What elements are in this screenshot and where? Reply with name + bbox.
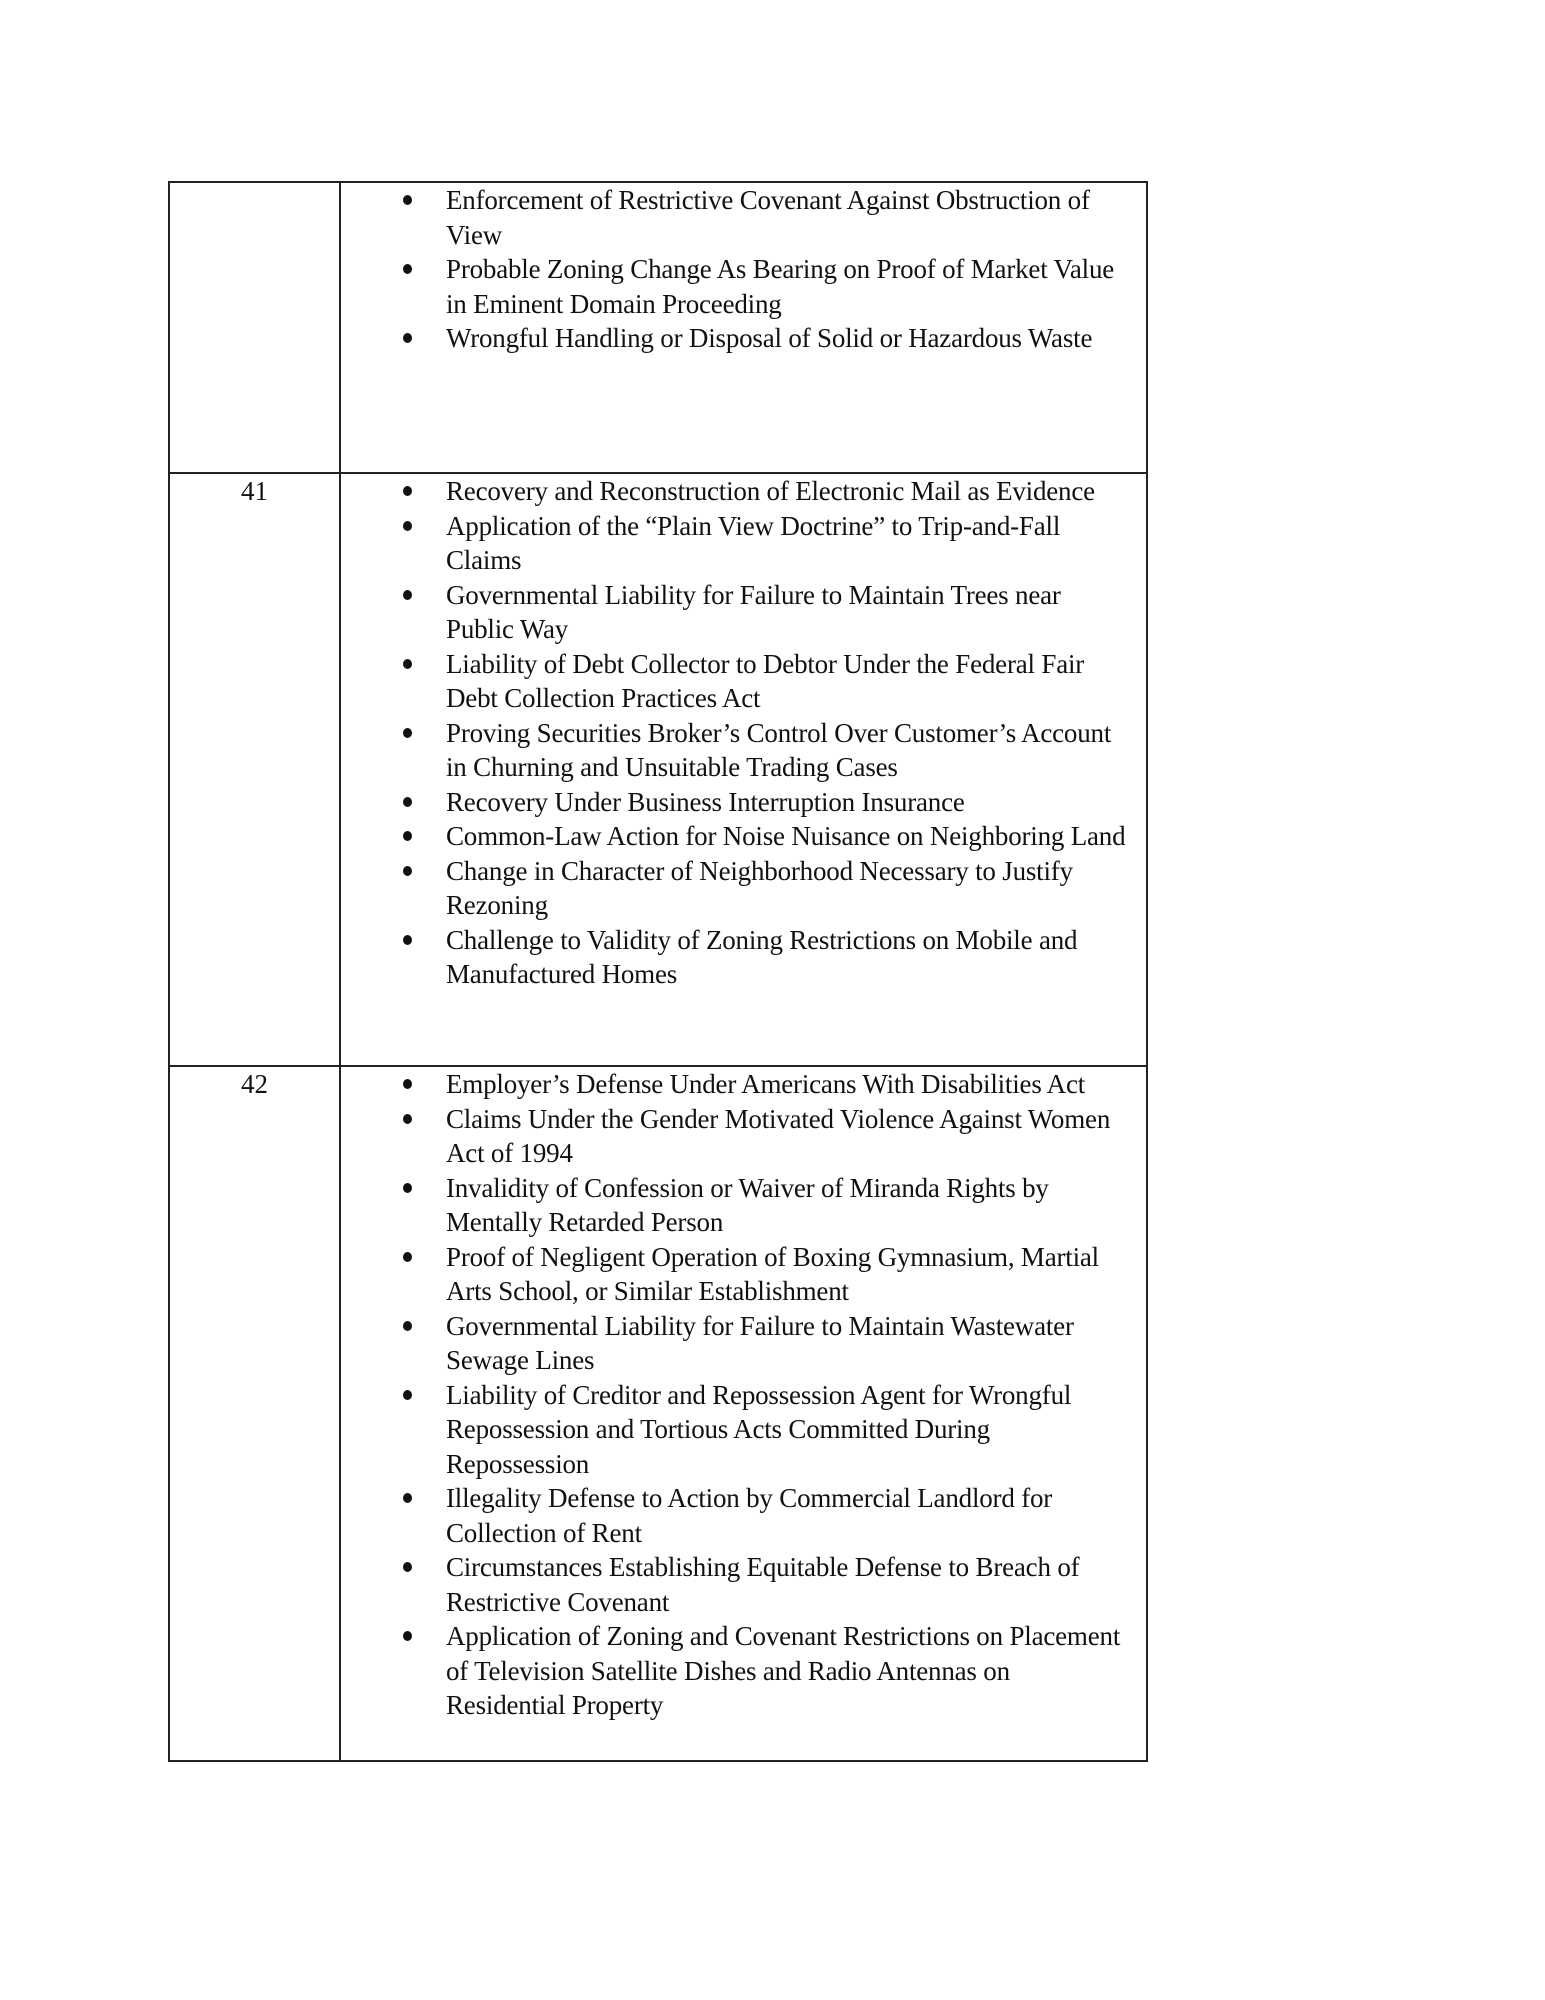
bullet-icon — [403, 1493, 412, 1503]
topic-text: Liability of Debt Collector to Debtor Under the Federal Fair Debt Collection Practices Act — [446, 648, 1085, 713]
volume-number — [170, 183, 341, 472]
topic-item — [341, 716, 1134, 785]
topic-item — [341, 474, 1134, 509]
bullet-icon — [403, 935, 412, 945]
topic-text: Proof of Negligent Operation of Boxing Gymnasium, Martial Arts School, or Similar Establishment — [446, 1241, 1099, 1306]
topic-list — [341, 474, 1134, 992]
topic-item — [341, 1102, 1134, 1171]
bullet-icon — [403, 590, 412, 600]
bullet-icon — [403, 1631, 412, 1641]
volume-number: 41 — [170, 474, 341, 1065]
topics-cell — [341, 474, 1146, 1065]
bullet-icon — [403, 1562, 412, 1572]
topic-item — [341, 923, 1134, 992]
topic-item — [341, 509, 1134, 578]
topic-item — [341, 1309, 1134, 1378]
topic-item — [341, 854, 1134, 923]
topic-item — [341, 183, 1134, 252]
bullet-icon — [403, 486, 412, 496]
topic-item — [341, 1481, 1134, 1550]
topic-item — [341, 321, 1134, 356]
table-row — [170, 1065, 1146, 1760]
topic-item — [341, 252, 1134, 321]
topic-text: Wrongful Handling or Disposal of Solid or Hazardous Waste — [446, 323, 1093, 353]
volume-number: 42 — [170, 1067, 341, 1760]
topic-item — [341, 1619, 1134, 1723]
topic-text: Common-Law Action for Noise Nuisance on Neighboring Land — [446, 821, 1126, 851]
bullet-icon — [403, 728, 412, 738]
bullet-icon — [403, 659, 412, 669]
topic-text: Challenge to Validity of Zoning Restrictions on Mobile and Manufactured Homes — [446, 924, 1078, 989]
bullet-icon — [403, 1079, 412, 1089]
topic-item — [341, 1240, 1134, 1309]
topic-text: Proving Securities Broker’s Control Over Customer’s Account in Churning and Unsuitable Trading Cases — [446, 717, 1112, 782]
topic-text: Change in Character of Neighborhood Necessary to Justify Rezoning — [446, 855, 1073, 920]
bullet-icon — [403, 866, 412, 876]
topic-text: Probable Zoning Change As Bearing on Proof of Market Value in Eminent Domain Proceeding — [446, 254, 1115, 319]
topic-item — [341, 1378, 1134, 1482]
bullet-icon — [403, 1183, 412, 1193]
bullet-icon — [403, 831, 412, 841]
topic-item — [341, 578, 1134, 647]
topic-item — [341, 1067, 1134, 1102]
topic-text: Enforcement of Restrictive Covenant Against Obstruction of View — [446, 185, 1090, 250]
topics-cell — [341, 1067, 1146, 1760]
topic-text: Recovery and Reconstruction of Electronic Mail as Evidence — [446, 476, 1095, 506]
topic-text: Recovery Under Business Interruption Insurance — [446, 786, 965, 817]
topic-item — [341, 819, 1134, 854]
topic-text: Illegality Defense to Action by Commercial Landlord for Collection of Rent — [446, 1483, 1053, 1548]
bullet-icon — [403, 1390, 412, 1400]
topic-text: Circumstances Establishing Equitable Defense to Breach of Restrictive Covenant — [446, 1552, 1080, 1617]
bullet-icon — [403, 195, 412, 205]
topic-text: Governmental Liability for Failure to Maintain Wastewater Sewage Lines — [446, 1310, 1074, 1375]
topic-text: Invalidity of Confession or Waiver of Miranda Rights by Mentally Retarded Person — [446, 1172, 1049, 1237]
topic-text: Application of Zoning and Covenant Restrictions on Placement of Television Satellite Dishes and Radio Antennas on Residential Property — [446, 1621, 1121, 1720]
topic-item — [341, 1550, 1134, 1619]
topic-item — [341, 1171, 1134, 1240]
bullet-icon — [403, 1321, 412, 1331]
bullet-icon — [403, 797, 412, 807]
topic-item — [341, 647, 1134, 716]
table-row — [170, 472, 1146, 1065]
topics-cell — [341, 183, 1146, 472]
topic-text: Liability of Creditor and Repossession Agent for Wrongful Repossession and Tortious Acts Committed During Repossession — [446, 1379, 1072, 1479]
topic-text: Governmental Liability for Failure to Maintain Trees near Public Way — [446, 579, 1061, 644]
bullet-icon — [403, 264, 412, 274]
topic-text: Claims Under the Gender Motivated Violence Against Women Act of 1994 — [446, 1103, 1111, 1168]
topic-list — [341, 1067, 1134, 1723]
bullet-icon — [403, 1252, 412, 1262]
topics-table — [168, 181, 1148, 1762]
topic-text: Employer’s Defense Under Americans With Disabilities Act — [446, 1069, 1086, 1099]
table-row — [170, 183, 1146, 472]
bullet-icon — [403, 333, 412, 343]
topic-text: Application of the “Plain View Doctrine” to Trip-and-Fall Claims — [446, 510, 1061, 575]
topic-list — [341, 183, 1134, 356]
bullet-icon — [403, 521, 412, 531]
bullet-icon — [403, 1114, 412, 1124]
topic-item — [341, 785, 1134, 820]
